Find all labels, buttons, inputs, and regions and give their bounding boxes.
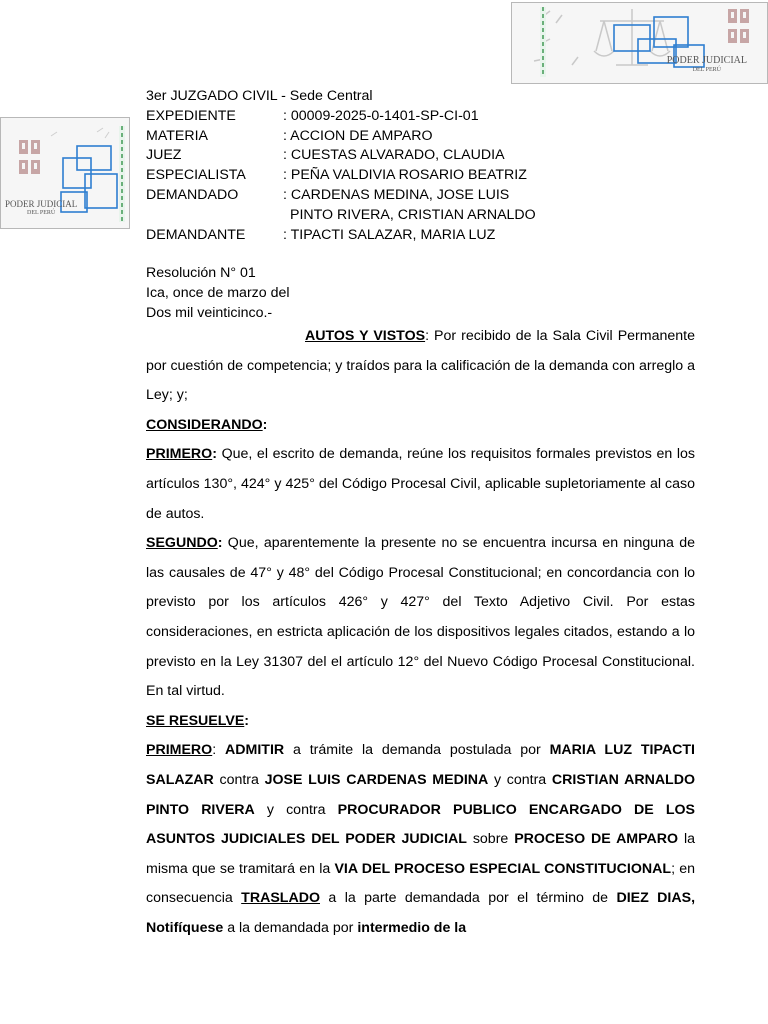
considerando-segundo: SEGUNDO: Que, aparentemente la presente no se encuentra incursa en ninguna de las causales de 47° y 48° del Código Procesal Constitucional; en concordancia con lo previsto por los artículos 426° y 427° del Texto Adjetivo Civil. Por estas consideraciones, en estricta aplicación de los dispositivos legales citados, estando a lo previsto en la Ley 31307 del el artículo 12° del Nuevo Código Procesal Constitucional. En tal virtud. <box>146 535 695 700</box>
field-label: ESPECIALISTA <box>146 167 246 184</box>
case-field-especialista <box>146 166 536 186</box>
field-value: : 00009-2025-0-1401-SP-CI-01 <box>283 107 479 124</box>
considerando-primero: PRIMERO: Que, el escrito de demanda, reúne los requisitos formales previstos en los artículos 130°, 424° y 425° del Código Procesal Civil, aplicable supletoriamente al caso de autos. <box>146 446 695 522</box>
considerando-heading: CONSIDERANDO: <box>146 416 268 433</box>
field-value: : TIPACTI SALAZAR, MARIA LUZ <box>283 226 496 243</box>
field-label: DEMANDANTE <box>146 226 246 243</box>
resolution-body <box>146 322 695 943</box>
field-value: : CARDENAS MEDINA, JOSE LUIS <box>283 186 510 203</box>
case-field-demandado-cont <box>146 206 536 226</box>
se-resuelve-heading: SE RESUELVE: <box>146 712 250 729</box>
logo-brand-text-left: PODER JUDICIAL DEL PERÚ <box>5 199 78 216</box>
field-value: : PEÑA VALDIVIA ROSARIO BEATRIZ <box>283 167 527 184</box>
field-value: : CUESTAS ALVARADO, CLAUDIA <box>283 147 505 164</box>
field-value: PINTO RIVERA, CRISTIAN ARNALDO <box>290 206 536 223</box>
field-label: MATERIA <box>146 127 209 144</box>
autos-y-vistos-paragraph: AUTOS Y VISTOS: Por recibido de la Sala Civil Permanente por cuestión de competencia; y traídos para la calificación de la demanda con arreglo a Ley; y; <box>146 328 695 404</box>
resuelve-primero: PRIMERO: ADMITIR a trámite la demanda postulada por MARIA LUZ TIPACTI SALAZAR contra JOSE LUIS CARDENAS MEDINA y contra CRISTIAN ARNALDO PINTO RIVERA y contra PROCURADOR PUBLICO ENCARGADO DE LOS ASUNTOS JUDICIALES DEL PODER JUDICIAL sobre PROCESO DE AMPARO la misma que se tramitará en la VIA DEL PROCESO ESPECIAL CONSTITUCIONAL; en consecuencia TRASLADO a la parte demandada por el término de DIEZ DIAS, Notifíquese a la demandada por intermedio de la <box>146 742 696 936</box>
case-field-demandado <box>146 186 536 206</box>
section-heading: AUTOS Y VISTOS <box>305 328 426 344</box>
case-field-demandante <box>146 226 536 246</box>
resolution-number: Resolución N° 01 <box>146 265 256 282</box>
resolution-date-line2: Dos mil veinticinco.- <box>146 304 273 321</box>
field-label: JUEZ <box>146 147 182 164</box>
case-header <box>146 87 536 324</box>
case-field-materia <box>146 127 536 147</box>
field-value: : ACCION DE AMPARO <box>283 127 433 144</box>
poder-judicial-logo-top <box>511 2 768 84</box>
court-name: 3er JUZGADO CIVIL - Sede Central <box>146 88 373 104</box>
case-field-expediente <box>146 107 536 127</box>
field-label: EXPEDIENTE <box>146 107 236 124</box>
logo-brand-text: PODER JUDICIAL DEL PERÚ <box>666 55 747 73</box>
resolution-date-line1: Ica, once de marzo del <box>146 285 290 302</box>
field-label: DEMANDADO <box>146 186 239 203</box>
case-field-juez <box>146 146 536 166</box>
poder-judicial-logo-left <box>0 117 130 229</box>
